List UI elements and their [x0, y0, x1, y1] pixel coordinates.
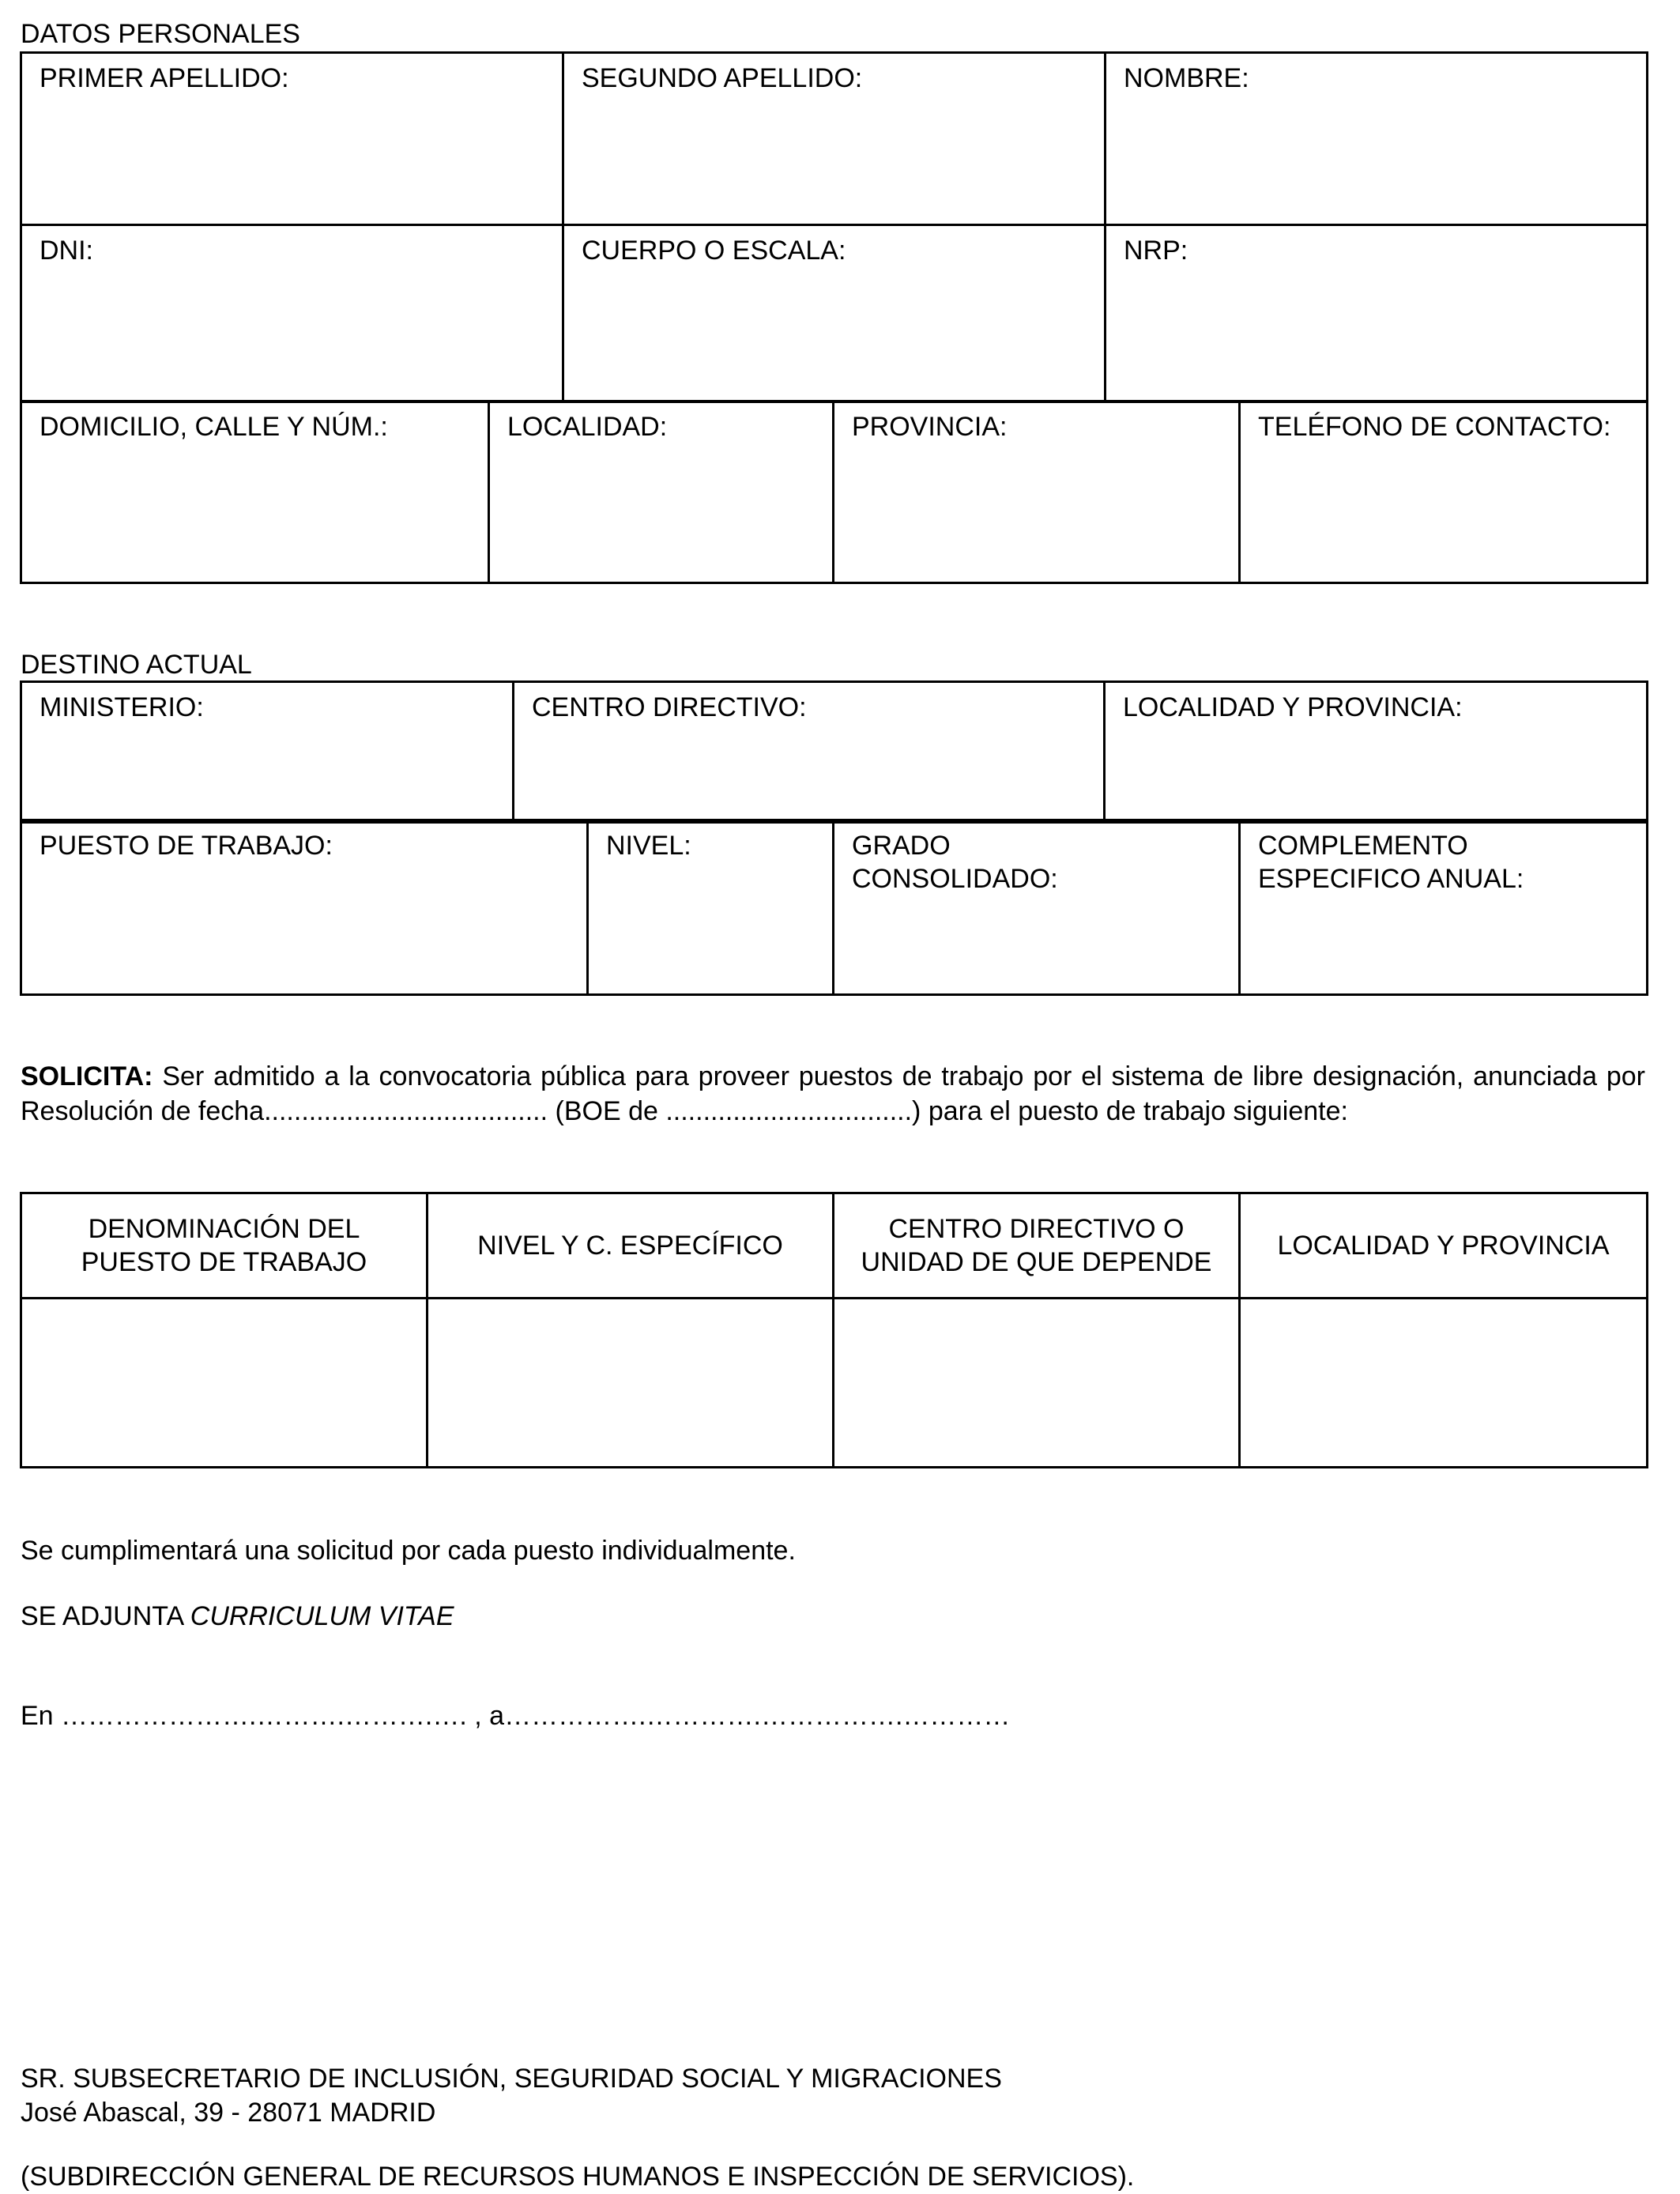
addressee-line-2: José Abascal, 39 - 28071 MADRID: [21, 2098, 436, 2128]
note-adjunta: [21, 1600, 454, 1633]
addressee-line-3: (SUBDIRECCIÓN GENERAL DE RECURSOS HUMANOS E INSPECCIÓN DE SERVICIOS).: [21, 2162, 1135, 2192]
field-cuerpo-escala[interactable]: [563, 225, 1106, 402]
destino-actual-table-bottom: [20, 819, 1648, 996]
field-label: MINISTERIO:: [40, 692, 204, 722]
field-label: COMPLEMENTO ESPECIFICO ANUAL:: [1258, 831, 1524, 894]
cell-denominacion[interactable]: [21, 1299, 428, 1468]
field-primer-apellido[interactable]: [21, 53, 563, 225]
field-label: NOMBRE:: [1124, 63, 1249, 93]
field-label: TELÉFONO DE CONTACTO:: [1258, 412, 1611, 442]
field-label: PRIMER APELLIDO:: [40, 63, 289, 93]
solicita-text: Ser admitido a la convocatoria pública para proveer puestos de trabajo por el sistema de libre designación, anunciada por Resolución de fecha...................................... (BOE de .................................) para el puesto de trabajo siguiente:: [21, 1061, 1645, 1126]
column-header: CENTRO DIRECTIVO O UNIDAD DE QUE DEPENDE: [834, 1193, 1240, 1299]
field-provincia[interactable]: [834, 401, 1240, 583]
table-header-row: [21, 1193, 1648, 1299]
section-title-datos-personales: DATOS PERSONALES: [21, 19, 300, 49]
field-label: DOMICILIO, CALLE Y NÚM.:: [40, 412, 388, 442]
field-domicilio[interactable]: [21, 401, 489, 583]
field-nivel[interactable]: [588, 820, 834, 995]
field-complemento-especifico[interactable]: [1240, 820, 1648, 995]
field-label: LOCALIDAD:: [507, 412, 668, 442]
table-row: [21, 1299, 1648, 1468]
column-header: NIVEL Y C. ESPECÍFICO: [428, 1193, 834, 1299]
field-nombre[interactable]: [1106, 53, 1648, 225]
field-label: CUERPO O ESCALA:: [582, 236, 846, 266]
place-date-line[interactable]: En ………………….……….……….…. , a…………….………….…………….…………: [21, 1701, 1011, 1731]
solicita-paragraph: [21, 1059, 1645, 1129]
field-ministerio[interactable]: [21, 682, 514, 823]
field-label: GRADO CONSOLIDADO:: [852, 831, 1058, 894]
column-header: DENOMINACIÓN DEL PUESTO DE TRABAJO: [21, 1193, 428, 1299]
field-label: PROVINCIA:: [852, 412, 1008, 442]
domicilio-table: [20, 400, 1648, 584]
cell-nivel-especifico[interactable]: [428, 1299, 834, 1468]
field-centro-directivo[interactable]: [514, 682, 1105, 823]
field-label: CENTRO DIRECTIVO:: [532, 692, 807, 722]
field-telefono[interactable]: [1240, 401, 1648, 583]
field-grado-consolidado[interactable]: [834, 820, 1240, 995]
field-label: PUESTO DE TRABAJO:: [40, 831, 333, 861]
note-adjunta-cv: CURRICULUM VITAE: [190, 1601, 454, 1631]
cell-centro-directivo[interactable]: [834, 1299, 1240, 1468]
field-localidad-provincia[interactable]: [1105, 682, 1648, 823]
datos-personales-table: [20, 51, 1648, 403]
solicita-label: SOLICITA:: [21, 1061, 153, 1091]
field-label: SEGUNDO APELLIDO:: [582, 63, 863, 93]
cell-localidad-provincia[interactable]: [1240, 1299, 1648, 1468]
note-adjunta-prefix: SE ADJUNTA: [21, 1601, 190, 1631]
field-puesto-trabajo[interactable]: [21, 820, 588, 995]
field-label: NIVEL:: [606, 831, 691, 861]
field-label: DNI:: [40, 236, 93, 266]
puesto-solicitado-table: [20, 1192, 1648, 1468]
field-segundo-apellido[interactable]: [563, 53, 1106, 225]
addressee-line-1: SR. SUBSECRETARIO DE INCLUSIÓN, SEGURIDAD SOCIAL Y MIGRACIONES: [21, 2064, 1002, 2094]
field-nrp[interactable]: [1106, 225, 1648, 402]
column-header: LOCALIDAD Y PROVINCIA: [1240, 1193, 1648, 1299]
field-dni[interactable]: [21, 225, 563, 402]
field-localidad[interactable]: [489, 401, 834, 583]
note-one-per-post: Se cumplimentará una solicitud por cada puesto individualmente.: [21, 1536, 796, 1566]
field-label: LOCALIDAD Y PROVINCIA:: [1123, 692, 1463, 722]
destino-actual-table-top: [20, 680, 1648, 824]
field-label: NRP:: [1124, 236, 1188, 266]
section-title-destino-actual: DESTINO ACTUAL: [21, 650, 252, 680]
